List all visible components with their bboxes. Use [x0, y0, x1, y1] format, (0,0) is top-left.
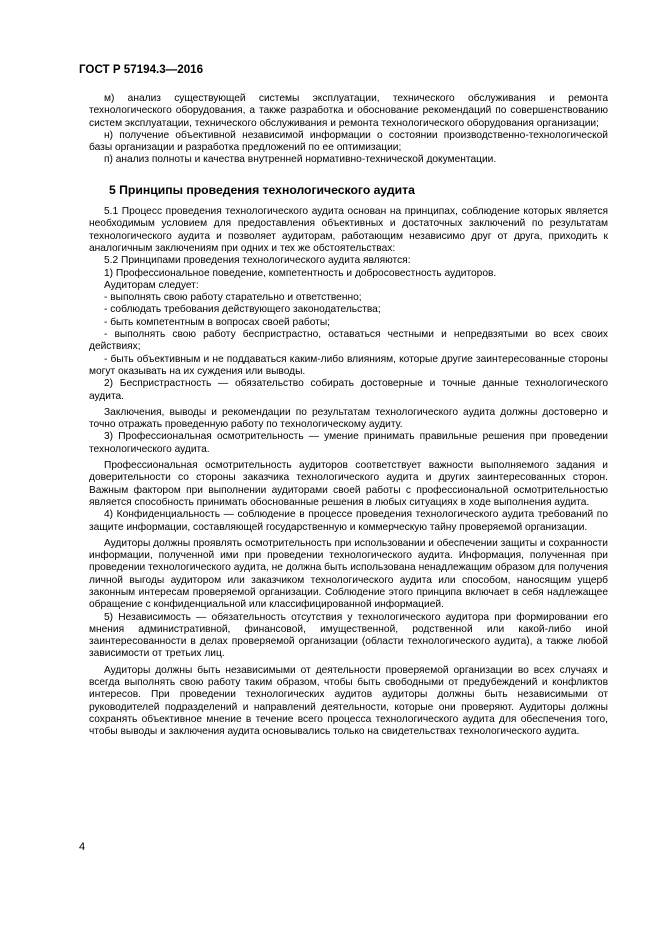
- principle-4: 4) Конфиденциальность — соблюдение в процессе проведения технологического аудита требований по защите информации, составляющей государственную и коммерческую тайну проверяемой организации.: [89, 509, 608, 533]
- principle-3: 3) Профессиональная осмотрительность — умение принимать правильные решения при проведении технологического аудита.: [89, 431, 608, 455]
- bullet-item: - соблюдать требования действующего законодательства;: [104, 304, 381, 316]
- list-item: п) анализ полноты и качества внутренней нормативно-технической документации.: [104, 154, 497, 166]
- standard-designation: ГОСТ Р 57194.3—2016: [79, 63, 204, 76]
- bullet-item: - быть объективным и не поддаваться каким-либо влияниям, которые другие заинтересованные стороны могут оказывать на их суждения или выводы.: [89, 353, 608, 377]
- bullet-item: - выполнять свою работу беспристрастно, оставаться честными и непредвзятыми во всех своих действиях;: [89, 329, 608, 353]
- paragraph: Аудиторы должны быть независимыми от деятельности проверяемой организации во всех случаях и всегда выполнять свою работу таким образом, чтобы быть свободными от предубеждений и конфликтов интересов. При проведении технологических аудитов аудиторы должны быть независимыми от руководителей подразделений и направлений деятельности, которые они проверяют. Аудиторы должны сохранять объективное мнение в течение всего процесса технологического аудита для обеспечения того, чтобы выводы и заключения аудита основывались только на свидетельствах технологического аудита.: [89, 664, 608, 738]
- principle-1: 1) Профессиональное поведение, компетентность и добросовестность аудиторов.: [104, 267, 497, 279]
- bullet-item: - быть компетентным в вопросах своей работы;: [104, 316, 330, 328]
- principle-2: 2) Беспристрастность — обязательство собирать достоверные и точные данные технологического аудита.: [89, 378, 608, 402]
- document-body: [89, 93, 608, 739]
- section-heading: 5 Принципы проведения технологического аудита: [109, 182, 415, 197]
- page-number: 4: [79, 841, 86, 853]
- list-item: н) получение объективной независимой информации о состоянии производственно-технологической базы организации и разработка предложений по ее оптимизации;: [89, 129, 608, 154]
- principle-5: 5) Независимость — обязательность отсутствия у технологического аудитора при формировании его мнения административной, финансовой, имущественной, родственной или какой-либо иной заинтересованности в делах проверяемой организации (области технологического аудита), а также любой зависимости от третьих лиц.: [89, 611, 608, 660]
- list-item: м) анализ существующей системы эксплуатации, технического обслуживания и ремонта технологического оборудования, а также разработка и обоснование рекомендаций по совершенствованию систем эксплуатации, технического обслуживания и ремонта технологического оборудования организации;: [89, 93, 608, 129]
- paragraph-5-2: 5.2 Принципами проведения технологического аудита являются:: [104, 255, 411, 267]
- paragraph-5-1: 5.1 Процесс проведения технологического аудита основан на принципах, соблюдение которых является необходимым условием для предоставления объективных и достаточных заключений по результатам технологического аудита и позволяет аудиторам, работающим независимо друг от друга, приходить к аналогичным заключениям при одних и тех же обстоятельствах:: [89, 206, 608, 254]
- bullet-item: - выполнять свою работу старательно и ответственно;: [104, 292, 362, 304]
- paragraph: Аудиторам следует:: [104, 279, 199, 291]
- paragraph: Аудиторы должны проявлять осмотрительность при использовании и обеспечении защиты и сохранности информации, полученной ими при проведении технологического аудита. Информация, полученная при проведении технологического аудита, не должна быть использована ненадлежащим образом для получения личной выгоды аудитором или заказчиком технологического аудита или способом, наносящим ущерб законным интересам проверяемой организации. Соблюдение этого принципа включает в себя надлежащее обращение с конфиденциальной или классифицированной информацией.: [89, 537, 608, 611]
- paragraph: Заключения, выводы и рекомендации по результатам технологического аудита должны достоверно и точно отражать проведенную работу по технологическому аудиту.: [89, 406, 608, 431]
- paragraph: Профессиональная осмотрительность аудиторов соответствует важности выполняемого задания и доверительности со стороны заказчика технологического аудита и других заинтересованных сторон. Важным фактором при выполнении аудиторами своей работы с профессиональной осмотрительностью является способность принимать обоснованные решения в любых ситуациях в ходе выполнения аудита.: [89, 460, 608, 508]
